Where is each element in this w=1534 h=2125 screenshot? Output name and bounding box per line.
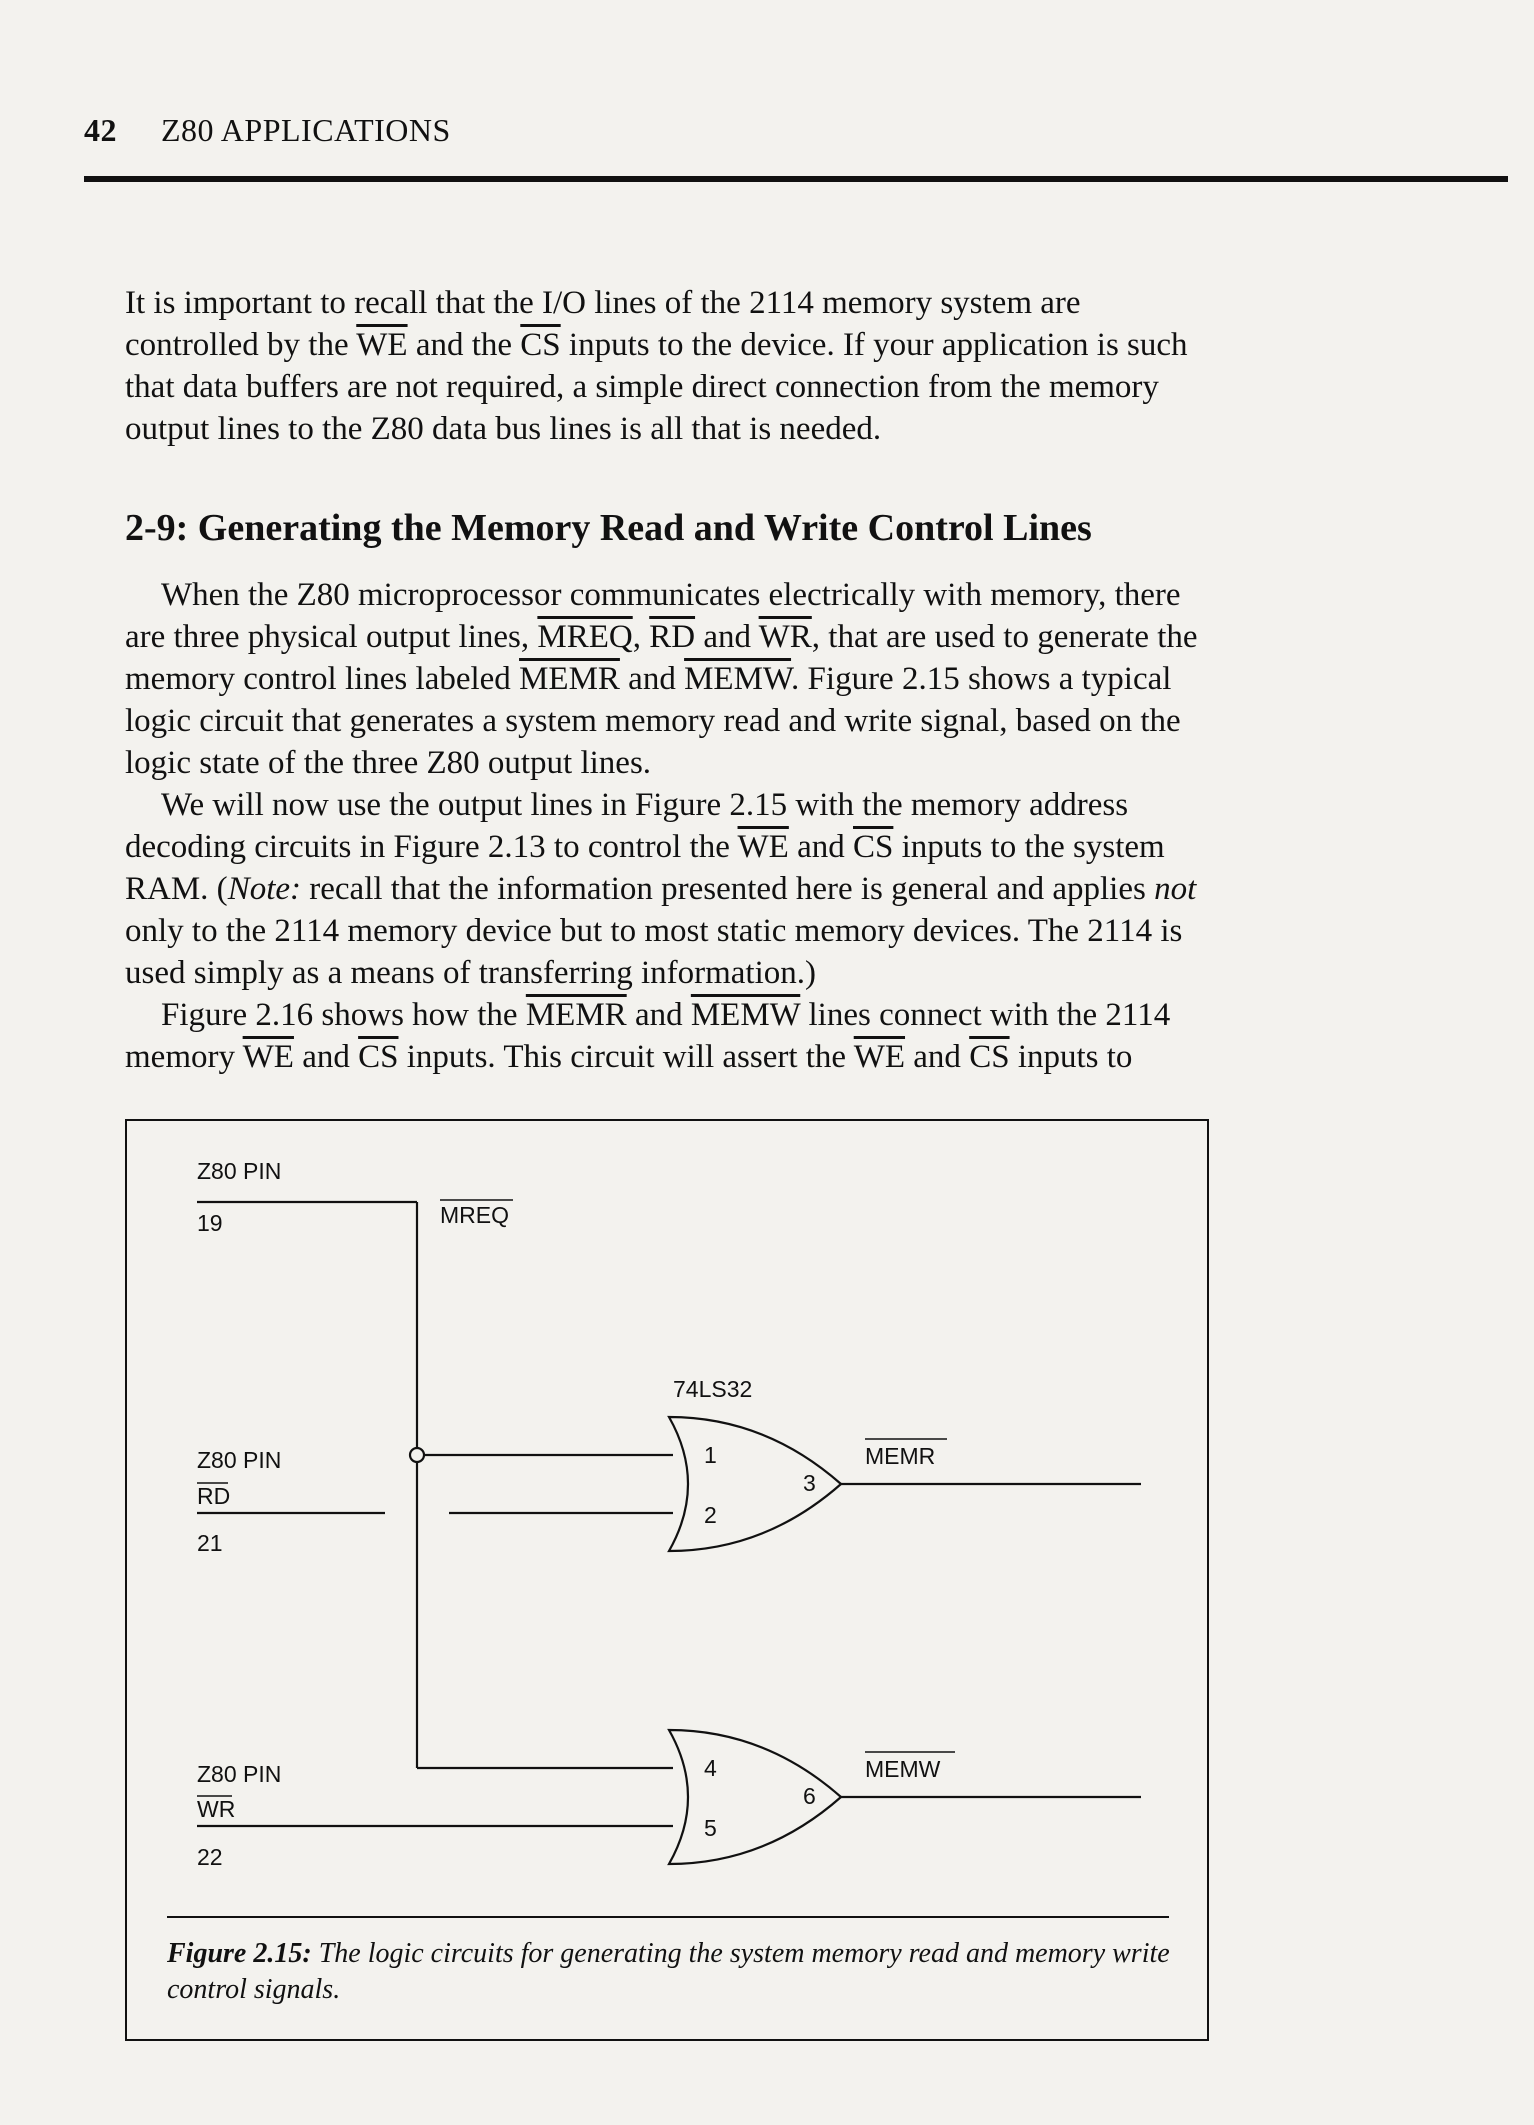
figure-caption	[167, 1936, 1177, 2008]
gate1-pin-3: 3	[803, 1470, 816, 1496]
text-run: and	[626, 997, 691, 1033]
junction-dot	[410, 1448, 424, 1462]
caption-label: Figure 2.15:	[167, 1938, 312, 1969]
text-run: recall that the information presented here is general and applies	[301, 871, 1155, 907]
signal-we: $\overline{WE}$	[737, 829, 789, 865]
logic-circuit-diagram	[127, 1121, 1211, 2043]
pin-label-22: Z80 PIN	[197, 1761, 282, 1787]
pin-number-22: 22	[197, 1844, 223, 1870]
section-body	[125, 574, 1215, 1078]
text-run: , that are used to generate the memory control lines labeled	[125, 619, 1198, 697]
pin-label-21: Z80 PIN	[197, 1447, 282, 1473]
intro-paragraph	[125, 282, 1215, 450]
signal-label-rd: RD	[197, 1483, 231, 1509]
signal-label-mreq: MREQ	[440, 1202, 509, 1228]
signal-cs: $\overline{CS}$	[358, 1039, 399, 1075]
text-run: and	[695, 619, 759, 655]
signal-cs: $\overline{CS}$	[853, 829, 894, 865]
page-header	[84, 112, 451, 149]
text-run: ,	[632, 619, 650, 655]
text-run: and the	[407, 327, 521, 363]
paragraph-1	[125, 574, 1215, 784]
text-run: We will now use the output lines in Figure 2.15 with the memory address decoding circuits in Figure 2.13 to control the	[125, 787, 1129, 865]
chip-label: 74LS32	[673, 1376, 753, 1402]
caption-text: The logic circuits for generating the system memory read and memory write control signals.	[167, 1938, 1170, 2005]
text-run: lines connect with the 2114 memory	[125, 997, 1171, 1075]
signal-label-memr: MEMR	[865, 1443, 936, 1469]
text-run: It is important to recall that the I/O lines of the 2114 memory system are controlled by the	[125, 285, 1081, 363]
signal-cs: $\overline{CS}$	[969, 1039, 1010, 1075]
signal-label-memw: MEMW	[865, 1756, 941, 1782]
text-run: inputs to the device. If your application is such that data buffers are not required, a simple direct connection from the memory output lines to the Z80 data bus lines is all that is needed.	[125, 327, 1188, 447]
paragraph-3	[125, 994, 1215, 1078]
text-run: When the Z80 microprocessor communicates electrically with memory, there are three physical output lines,	[125, 577, 1181, 655]
paragraph-2	[125, 784, 1215, 994]
section-heading: 2-9: Generating the Memory Read and Write Control Lines	[125, 507, 1092, 549]
text-run: and	[905, 1039, 970, 1075]
header-rule	[84, 176, 1508, 182]
text-run: inputs to the system RAM. (	[125, 829, 1165, 907]
signal-memr: MEMR	[525, 997, 627, 1033]
signal-cs: $\overline{CS}$	[520, 327, 561, 363]
page-number: 42	[84, 112, 117, 148]
signal-wr: $\overline{WR}$	[758, 619, 812, 655]
text-run: only to the 2114 memory device but to most static memory devices. The 2114 is used simply as a means of transferring information.)	[125, 913, 1183, 991]
caption-rule	[167, 1916, 1169, 1918]
text-run: inputs to	[1009, 1039, 1133, 1075]
pin-number-19: 19	[197, 1210, 223, 1236]
signal-memr: MEMR	[519, 661, 620, 697]
text-run: and	[619, 661, 685, 697]
gate2-pin-6: 6	[803, 1783, 816, 1809]
gate1-pin-2: 2	[704, 1502, 717, 1528]
text-run: Figure 2.16 shows how the	[161, 997, 526, 1033]
text-run: . Figure 2.15 shows a typical logic circuit that generates a system memory read and write signal, based on the logic state of the three Z80 output lines.	[125, 661, 1181, 781]
emphasis-not: not	[1154, 871, 1197, 907]
signal-memw: MEMW	[690, 997, 801, 1033]
note-label: Note:	[227, 871, 302, 907]
gate2-pin-5: 5	[704, 1815, 717, 1841]
figure-2-15	[125, 1119, 1209, 2041]
signal-we: $\overline{WE}$	[356, 327, 408, 363]
text-run: and	[293, 1039, 359, 1075]
pin-label-19: Z80 PIN	[197, 1158, 282, 1184]
running-title: Z80 APPLICATIONS	[161, 112, 451, 148]
signal-memw: MEMW	[684, 661, 792, 697]
signal-we: $\overline{WE}$	[853, 1039, 906, 1075]
gate2-pin-4: 4	[704, 1755, 717, 1781]
text-run: inputs. This circuit will assert the	[398, 1039, 854, 1075]
signal-rd: $\overline{RD}$	[649, 619, 696, 655]
signal-mreq: MREQ	[537, 619, 633, 655]
signal-we: $\overline{WE}$	[242, 1039, 294, 1075]
text-run: and	[788, 829, 853, 865]
gate1-pin-1: 1	[704, 1442, 717, 1468]
signal-label-wr: WR	[197, 1796, 236, 1822]
pin-number-21: 21	[197, 1530, 223, 1556]
